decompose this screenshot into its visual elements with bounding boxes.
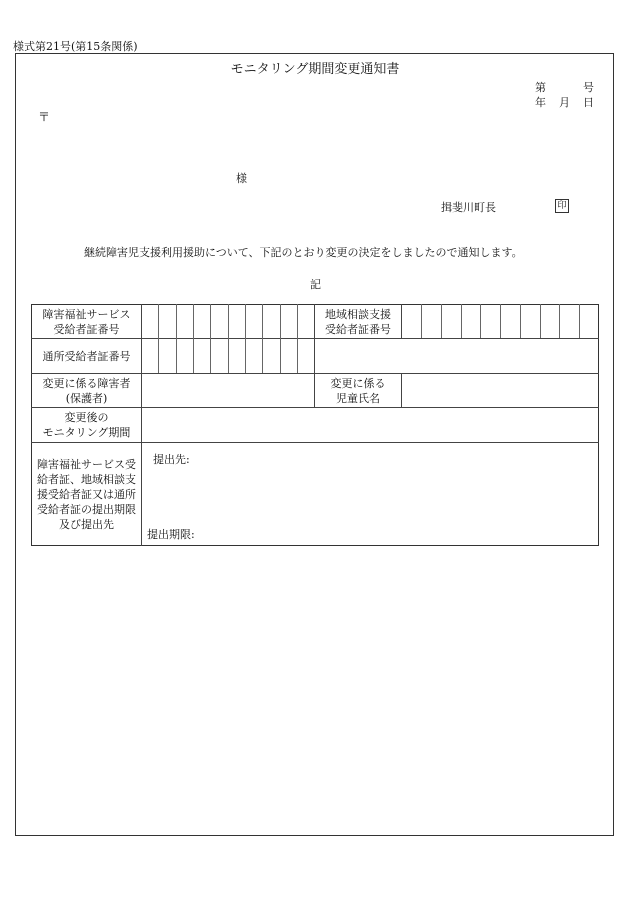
regional-cert-number-label: 地域相談支援 受給者証番号 xyxy=(325,307,391,336)
notice-body: 継続障害児支援利用援助について、下記のとおり変更の決定をしましたので通知します。 xyxy=(84,246,523,259)
digit-box-divider xyxy=(262,304,263,373)
submission-label: 障害福祉サービス受 給者証、地域相談支 援受給者証又は通所 受給者証の提出期限 及び提出先 xyxy=(37,458,136,531)
digit-box-divider xyxy=(176,304,177,373)
digit-box-divider xyxy=(193,304,194,373)
digit-box-divider xyxy=(500,304,501,338)
digit-box-divider xyxy=(559,304,560,338)
digit-box-divider xyxy=(210,304,211,373)
digit-box-divider xyxy=(520,304,521,338)
ki-mark: 記 xyxy=(310,278,321,291)
document-title: モニタリング期間変更通知書 xyxy=(230,62,400,77)
addressee-suffix: 様 xyxy=(236,172,247,185)
form-code: 様式第21号(第15条関係) xyxy=(13,40,138,53)
digit-box-divider xyxy=(245,304,246,373)
digit-box-divider xyxy=(228,304,229,373)
digit-box-divider xyxy=(421,304,422,338)
monitoring-period-label: 変更後の モニタリング期間 xyxy=(42,411,131,439)
digit-box-divider xyxy=(158,304,159,373)
digit-box-divider xyxy=(297,304,298,373)
digit-box-divider xyxy=(441,304,442,338)
middle-divider xyxy=(401,373,402,407)
label-column-divider xyxy=(141,304,142,546)
date-day: 日 xyxy=(583,96,594,109)
postal-mark: 〒 xyxy=(38,110,51,124)
digit-box-divider xyxy=(480,304,481,338)
submit-to-label: 提出先: xyxy=(153,453,190,466)
seal-mark: 印 xyxy=(555,199,569,213)
digit-box-divider xyxy=(579,304,580,338)
digit-box-divider xyxy=(461,304,462,338)
commuting-cert-number-label: 通所受給者証番号 xyxy=(42,349,131,363)
digit-box-divider xyxy=(540,304,541,338)
middle-divider xyxy=(401,304,402,338)
guardian-label: 変更に係る障害者 (保護者) xyxy=(42,376,131,405)
number-suffix: 号 xyxy=(583,81,594,94)
date-year: 年 xyxy=(535,96,546,109)
number-prefix: 第 xyxy=(535,81,546,94)
date-month: 月 xyxy=(559,96,570,109)
digit-box-divider xyxy=(280,304,281,373)
child-name-label: 変更に係る 児童氏名 xyxy=(330,376,386,405)
issuer-name: 揖斐川町長 xyxy=(441,201,496,214)
service-cert-number-label: 障害福祉サービス 受給者証番号 xyxy=(42,307,131,336)
submit-deadline-label: 提出期限: xyxy=(147,528,195,541)
